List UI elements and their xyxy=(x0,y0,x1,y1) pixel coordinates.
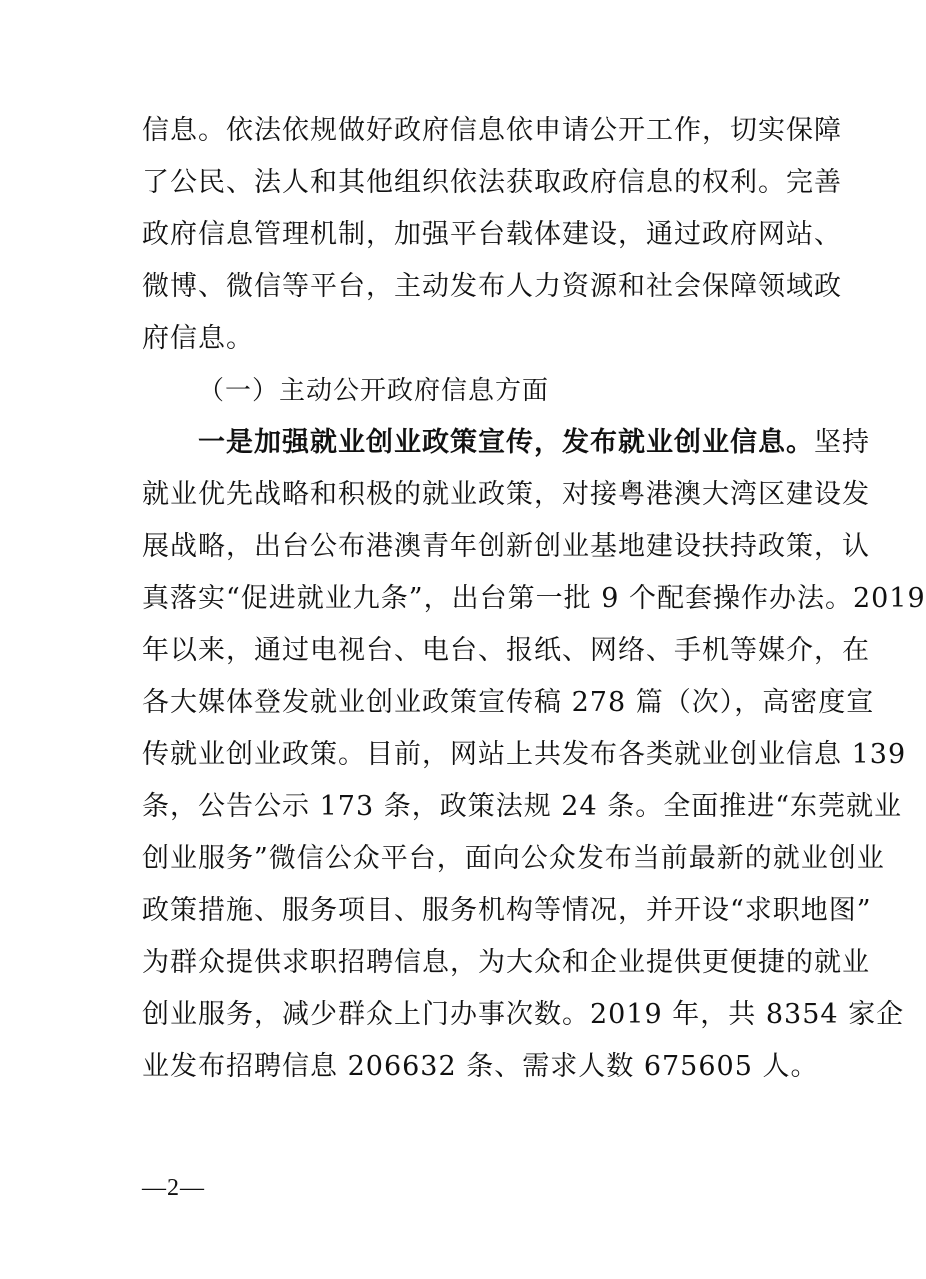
text-line: 政策措施、服务项目、服务机构等情况，并开设“求职地图” xyxy=(142,895,872,926)
text-line: 就业优先战略和积极的就业政策，对接粤港澳大湾区建设发 xyxy=(142,479,870,510)
paragraph-lead-line xyxy=(142,417,870,469)
paragraph-employment xyxy=(142,417,926,1093)
text-line: 信息。依法依规做好政府信息依申请公开工作，切实保障 xyxy=(142,115,842,146)
text-line: 展战略，出台公布港澳青年创新创业基地建设扶持政策，认 xyxy=(142,531,870,562)
bold-lead-text: 一是加强就业创业政策宣传，发布就业创业信息。 xyxy=(198,427,814,458)
text-line: 各大媒体登发就业创业政策宣传稿 278 篇（次），高密度宣 xyxy=(142,687,875,718)
paragraph-intro xyxy=(142,105,842,365)
text-line: 业发布招聘信息 206632 条、需求人数 675605 人。 xyxy=(142,1051,819,1082)
text-line: 条，公告公示 173 条，政策法规 24 条。全面推进“东莞就业 xyxy=(142,791,903,822)
lead-rest-text: 坚持 xyxy=(814,427,870,458)
text-line: 为群众提供求职招聘信息，为大众和企业提供更便捷的就业 xyxy=(142,947,870,978)
text-line: 年以来，通过电视台、电台、报纸、网络、手机等媒介，在 xyxy=(142,635,870,666)
text-line: 府信息。 xyxy=(142,323,254,354)
text-line: 了公民、法人和其他组织依法获取政府信息的权利。完善 xyxy=(142,167,842,198)
section-heading: （一）主动公开政府信息方面 xyxy=(198,376,550,406)
text-line: 微博、微信等平台，主动发布人力资源和社会保障领域政 xyxy=(142,271,842,302)
text-line: 政府信息管理机制，加强平台载体建设，通过政府网站、 xyxy=(142,219,842,250)
page-number: —2— xyxy=(142,1175,205,1201)
text-line: 创业服务”微信公众平台，面向公众发布当前最新的就业创业 xyxy=(142,843,885,874)
text-line: 创业服务，减少群众上门办事次数。2019 年，共 8354 家企 xyxy=(142,999,905,1030)
text-line: 真落实“促进就业九条”，出台第一批 9 个配套操作办法。2019 xyxy=(142,583,926,614)
text-line: 传就业创业政策。目前，网站上共发布各类就业创业信息 139 xyxy=(142,739,907,770)
